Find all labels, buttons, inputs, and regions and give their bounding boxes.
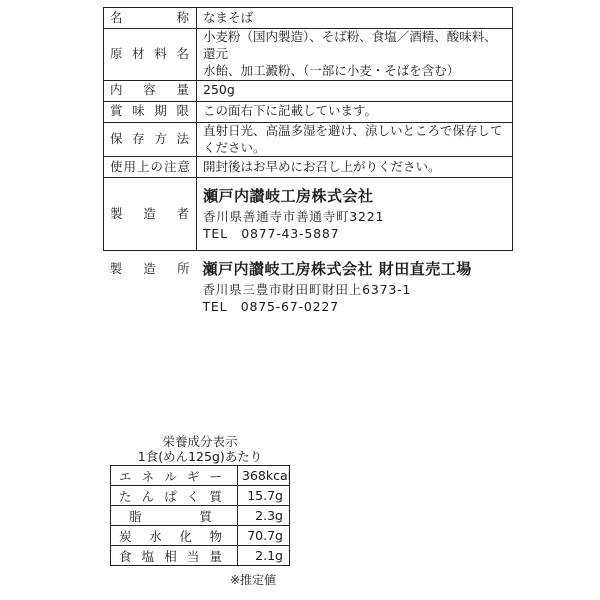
label-value-storage: 直射日光、高温多湿を避け、涼しいところで保存してください。 [197, 122, 513, 157]
ingredients-line-2: 水飴、加工澱粉、（一部に小麦・そばを含む） [203, 62, 460, 78]
nutrition-value-carbohydrate: 70.7g [238, 526, 290, 546]
nutrition-row [111, 466, 290, 486]
label-row-ingredients [104, 29, 513, 81]
nutrition-name-carbohydrate: 炭水化物 [111, 526, 238, 546]
label-row-manufacturer [104, 178, 513, 251]
label-value-manufacturer [197, 178, 513, 251]
nutrition-value-salt: 2.1g [238, 546, 290, 566]
label-row-net-weight [104, 80, 513, 101]
label-value-best-before: この面右下に記載しています。 [197, 101, 513, 122]
label-value-name: なまそば [197, 8, 513, 29]
nutrition-value-fat: 2.3g [238, 506, 290, 526]
label-head-net-weight: 内容量 [104, 80, 197, 101]
label-row-factory [104, 251, 513, 334]
label-row-storage [104, 122, 513, 157]
factory-tel: TEL 0875-67-0227 [202, 298, 339, 314]
nutrition-name-protein: たんぱく質 [111, 486, 238, 506]
label-value-ingredients [197, 29, 513, 81]
ingredients-line-1: 小麦粉（国内製造）、そば粉、食塩／酒精、酸味料、還元 [203, 29, 497, 61]
nutrition-name-fat: 脂質 [111, 506, 238, 526]
nutrition-row [111, 486, 290, 506]
label-head-storage: 保存方法 [104, 122, 197, 157]
nutrition-value-energy: 368kcal [238, 466, 290, 486]
nutrition-name-energy: エネルギー [111, 466, 238, 486]
label-head-caution: 使用上の注意 [104, 157, 197, 178]
label-head-best-before: 賞味期限 [104, 101, 197, 122]
nutrition-estimate-note: ※推定値 [230, 573, 277, 587]
nutrition-name-salt: 食塩相当量 [111, 546, 238, 566]
label-value-caution: 開封後はお早めにお召し上がりください。 [197, 157, 513, 178]
food-label-table [103, 7, 513, 333]
factory-company: 瀬戸内讃岐工房株式会社 財田直売工場 [202, 260, 472, 279]
nutrition-serving: 1食(めん125g)あたり [137, 449, 263, 464]
manufacturer-company: 瀬戸内讃岐工房株式会社 [203, 187, 374, 206]
label-value-net-weight: 250g [197, 80, 513, 101]
nutrition-title: 栄養成分表示 [162, 434, 238, 449]
nutrition-row [111, 546, 290, 566]
label-row-best-before [104, 101, 513, 122]
manufacturer-address: 香川県善通寺市善通寺町3221 [203, 208, 385, 224]
manufacturer-tel: TEL 0877-43-5887 [203, 225, 340, 241]
nutrition-table [110, 465, 290, 566]
label-row-name [104, 8, 513, 29]
label-head-factory: 製造所 [109, 261, 191, 277]
nutrition-value-protein: 15.7g [238, 486, 290, 506]
label-head-name: 名称 [104, 8, 197, 29]
label-value-factory [197, 251, 513, 334]
label-head-manufacturer: 製造者 [104, 178, 197, 251]
label-head-ingredients: 原材料名 [104, 29, 197, 81]
nutrition-row [111, 506, 290, 526]
label-row-caution [104, 157, 513, 178]
nutrition-row [111, 526, 290, 546]
factory-address: 香川県三豊市財田町財田上6373-1 [202, 281, 412, 297]
